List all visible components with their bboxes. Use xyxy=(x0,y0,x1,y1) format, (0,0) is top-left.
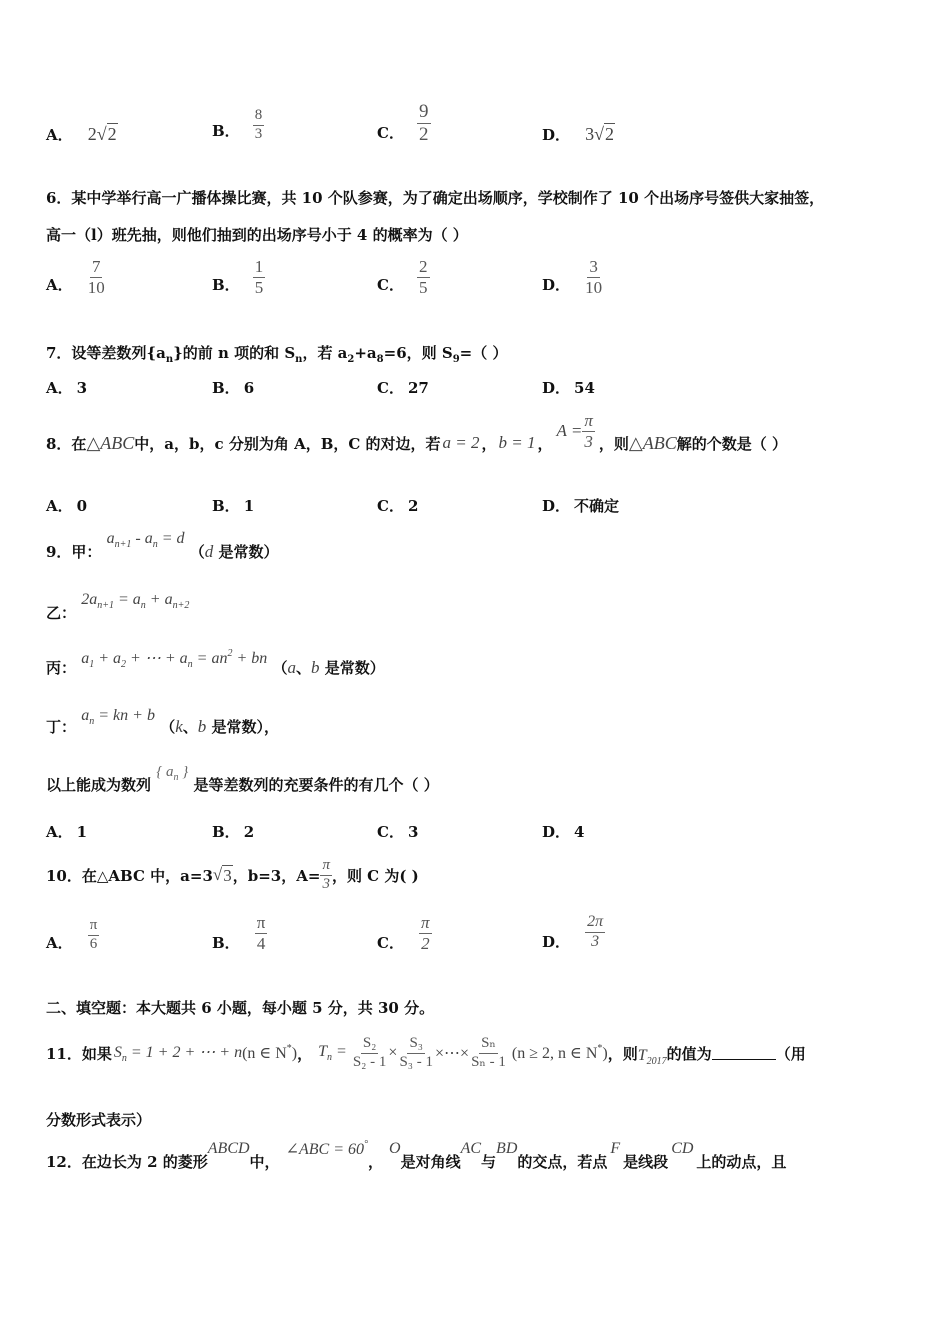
option-label: C． xyxy=(377,275,404,294)
q6-stem-line1: 6．某中学举行高一广播体操比赛，共 10 个队参赛，为了确定出场顺序，学校制作了 10 个出场序号签供大家抽签， xyxy=(46,189,825,207)
option-fraction: $\frac{7}{10}$ xyxy=(87,257,105,297)
q5-option-d: D． 3√2 xyxy=(542,124,614,144)
q5-option-c xyxy=(377,102,431,145)
answer-blank[interactable] xyxy=(712,1047,776,1060)
option-label: A． xyxy=(46,275,73,294)
q7-option-a: A． 3 xyxy=(46,379,88,397)
option-fraction: $\frac{\pi}{2}$ xyxy=(421,913,430,953)
q10-option-c xyxy=(377,914,432,953)
q7-option-d: D． 54 xyxy=(542,379,595,397)
option-radicand: 2 xyxy=(605,124,614,144)
q7-option-c: C． 27 xyxy=(377,379,429,397)
q9-option-c: C． 3 xyxy=(377,823,419,841)
option-fraction: $\frac{8}{3}$ xyxy=(254,107,263,142)
q8-stem: 8．在 △ABC 中，a，b，c 分别为角 A，B，C 的对边，若 a = 2 ， b = 1 ， A = $\frac{\pi}{3}$ ，则 △ABC 解的个数是（ ） xyxy=(46,410,787,453)
q10-option-d xyxy=(542,914,605,951)
q5-option-b xyxy=(212,108,264,143)
q11-stem-line2: 分数形式表示） xyxy=(46,1111,152,1129)
q6-option-c xyxy=(377,258,430,297)
q8-option-a: A． 0 xyxy=(46,497,88,515)
option-fraction: $\frac{2\pi}{3}$ xyxy=(587,913,604,950)
option-fraction: $\frac{3}{10}$ xyxy=(585,257,603,297)
option-fraction: $\frac{9}{2}$ xyxy=(419,101,429,145)
option-fraction: $\frac{\pi}{4}$ xyxy=(256,913,266,953)
option-label: B． xyxy=(212,275,240,294)
q10-option-b xyxy=(212,914,267,953)
q6-stem-line2: 高一（l）班先抽，则他们抽到的出场序号小于 4 的概率为（ ） xyxy=(46,226,468,244)
q8-option-c: C． 2 xyxy=(377,497,419,515)
q6-option-b xyxy=(212,258,265,297)
q9-ding: 丁： $a_n$ = kn + b （k、b 是常数）， xyxy=(46,707,279,736)
option-fraction: $\frac{2}{5}$ xyxy=(419,257,428,297)
q6-option-a xyxy=(46,258,107,297)
option-label: D． xyxy=(542,275,571,294)
option-label: B． xyxy=(212,121,240,140)
q10-stem: 10．在△ABC 中，a=3 √ 3 ，b=3，A= $\frac{\pi}{3}$ ，则 C 为( ) xyxy=(46,856,419,892)
option-label: D． xyxy=(542,932,571,951)
q7-option-b: B． 6 xyxy=(212,379,255,397)
q9-option-d: D． 4 xyxy=(542,823,585,841)
option-fraction: $\frac{\pi}{6}$ xyxy=(89,917,98,952)
q9-conclusion: 以上能成为数列 { $a_n$ } 是等差数列的充要条件的有几个（ ） xyxy=(46,764,439,794)
q8-option-d: D． 不确定 xyxy=(542,497,620,515)
q9-bing: 丙： $a_1 + a_2$ + ⋯ + $a_n = an^2$ + bn （a、b 是常数） xyxy=(46,648,385,677)
section2-title: 二、填空题：本大题共 6 小题，每小题 5 分，共 30 分。 xyxy=(46,999,435,1017)
q9-option-b: B． 2 xyxy=(212,823,255,841)
q7-stem: 7．设等差数列$\{a_n\}$的前 n 项的和 $S_n$，若 $a_2+a_8=6$，则 $S_9=$（ ） xyxy=(46,344,508,365)
q9-yi: 乙： $2a_{n+1} = a_n + a_{n+2}$ xyxy=(46,591,190,622)
option-label: C． xyxy=(377,123,404,142)
option-radicand: 2 xyxy=(107,124,117,144)
q5-option-a: A． 2√2 xyxy=(46,124,117,144)
option-fraction: $\frac{1}{5}$ xyxy=(254,257,264,297)
option-label: A． xyxy=(46,126,73,144)
option-coef: 3 xyxy=(585,124,595,144)
option-coef: 2 xyxy=(87,124,97,144)
option-label: C． xyxy=(377,933,404,952)
option-label: D． xyxy=(542,126,571,144)
q11-stem: 11．如果 $S_n = 1 + 2$ + ⋯ + n (n ∈ N*) ， $T_n$ = $\frac{\text{S₂}}{\text{S₂ - 1}}$ × $\frac{\text{S₃}}{\text{S₃ - 1}}$ ×⋯× $\frac{\text{Sₙ}}{\text{Sₙ - 1}}$ (n ≥ 2, n ∈ N*) ，则 $T_{2017}$ 的值为 （用 xyxy=(46,1034,806,1070)
option-label: B． xyxy=(212,933,240,952)
q12-stem: 12．在边长为 2 的菱形 ABCD 中， ∠ABC = 60° ， O 是对角线 AC 与 BD 的交点，若点 F 是线段 CD 上的动点，且 xyxy=(46,1139,787,1171)
q10-option-a xyxy=(46,918,99,953)
option-label: A． xyxy=(46,933,73,952)
q6-option-d xyxy=(542,258,604,297)
q9-option-a: A． 1 xyxy=(46,823,88,841)
q9-jia: 9．甲： $a_{n+1} - a_n = d$ （d 是常数） xyxy=(46,530,279,561)
q8-option-b: B． 1 xyxy=(212,497,255,515)
